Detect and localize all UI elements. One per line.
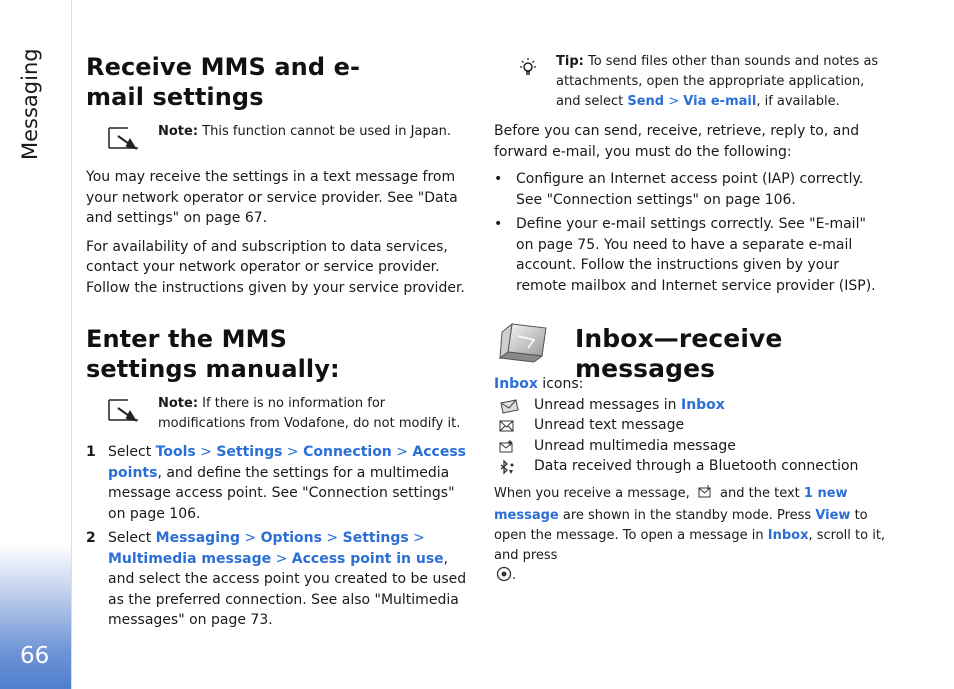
menu-path-link[interactable]: Settings (216, 444, 283, 460)
view-link[interactable]: View (815, 507, 851, 523)
steps-list (86, 442, 470, 631)
note-japan (86, 122, 470, 142)
final-paragraph: When you receive a message, and the text 1 new message are shown in the standby mode. Press View to open the message. To open a message in Inbox, scroll to it, and press . (494, 484, 886, 589)
new-message-text: 1 new message (494, 485, 848, 523)
icon-legend-row: Unread messages in Inbox (494, 395, 886, 416)
requirements-list (494, 169, 886, 296)
menu-path-link[interactable]: Options (260, 530, 322, 546)
note-label: Note: (158, 124, 199, 139)
send-link[interactable]: Send (627, 94, 665, 109)
list-item: 2 Select Messaging > Options > Settings > Multimedia message > Access point in use, and select the access point you created to be used as the preferred connection. See also "Multimedia messages" on page 73. (86, 530, 467, 628)
step-number: 2 (86, 530, 96, 546)
menu-path-link[interactable]: Access points (108, 444, 467, 481)
heading-enter-manually: Enter the MMS settings manually: (86, 325, 340, 383)
note-vodafone (86, 394, 470, 434)
section-title (18, 136, 42, 160)
menu-path-link[interactable]: Tools (155, 444, 196, 460)
inbox-heading-block (494, 316, 886, 383)
new-message-icon (698, 485, 712, 506)
note-text: This function cannot be used in Japan. (198, 124, 452, 139)
paragraph: Before you can send, receive, retrieve, reply to, and forward e-mail, you must do the following: (494, 123, 860, 160)
inbox-link[interactable]: Inbox (494, 376, 538, 392)
inbox-link[interactable]: Inbox (680, 396, 725, 413)
list-item: • Define your e-mail settings correctly. See "E-mail" on page 75. You need to have a separate e-mail account. Follow the instructions given by your remote mailbox and Internet service provider (ISP). (494, 216, 876, 294)
right-column (494, 52, 886, 589)
icon-legend-row: Unread text message (494, 415, 886, 436)
note-label: Note: (158, 396, 199, 411)
left-column (86, 52, 470, 631)
step-number: 1 (86, 444, 96, 460)
tip-label: Tip: (556, 54, 584, 69)
via-email-link[interactable]: Via e-mail (683, 94, 757, 109)
icon-legend-row: Data received through a Bluetooth connection (494, 456, 886, 477)
inbox-link[interactable]: Inbox (767, 527, 809, 543)
heading-inbox: Inbox—receive messages (575, 324, 783, 383)
note-icon (108, 126, 144, 159)
bluetooth-data-icon (498, 459, 516, 484)
scroll-key-icon (496, 566, 512, 589)
menu-path-link[interactable]: Messaging (155, 530, 240, 546)
menu-path-link[interactable]: Multimedia message (108, 550, 272, 567)
tip-box: Tip: To send files other than sounds and notes as attachments, open the appropriate application, and select Send > Via e-mail, if available. (494, 52, 886, 112)
menu-path-link[interactable]: Connection (303, 444, 392, 460)
heading-receive-settings: Receive MMS and e-mail settings (86, 53, 361, 111)
menu-path-link[interactable]: Settings (342, 530, 409, 546)
note-icon (108, 398, 144, 431)
list-item: • Configure an Internet access point (IAP) correctly. See "Connection settings" on page 106. (494, 171, 864, 208)
paragraph: You may receive the settings in a text message from your network operator or service provider. See "Data and settings" on page 67. (86, 169, 458, 226)
list-item: 1 Select Tools > Settings > Connection > Access points, and define the settings for a multimedia message access point. See "Connection settings" on page 106. (86, 444, 467, 522)
page-number: 66 (20, 643, 50, 669)
icon-legend-row: Unread multimedia message (494, 436, 886, 457)
inbox-icon (498, 320, 552, 368)
paragraph: For availability of and subscription to data services, contact your network operator or service provider. Follow the instructions given by your service provider. (86, 238, 465, 296)
note-text: If there is no information for modifications from Vodafone, do not modify it. (158, 396, 461, 431)
lightbulb-icon (516, 56, 540, 87)
inbox-icons-intro: Inbox icons: (494, 376, 584, 392)
menu-path-link[interactable]: Access point in use (291, 550, 444, 567)
